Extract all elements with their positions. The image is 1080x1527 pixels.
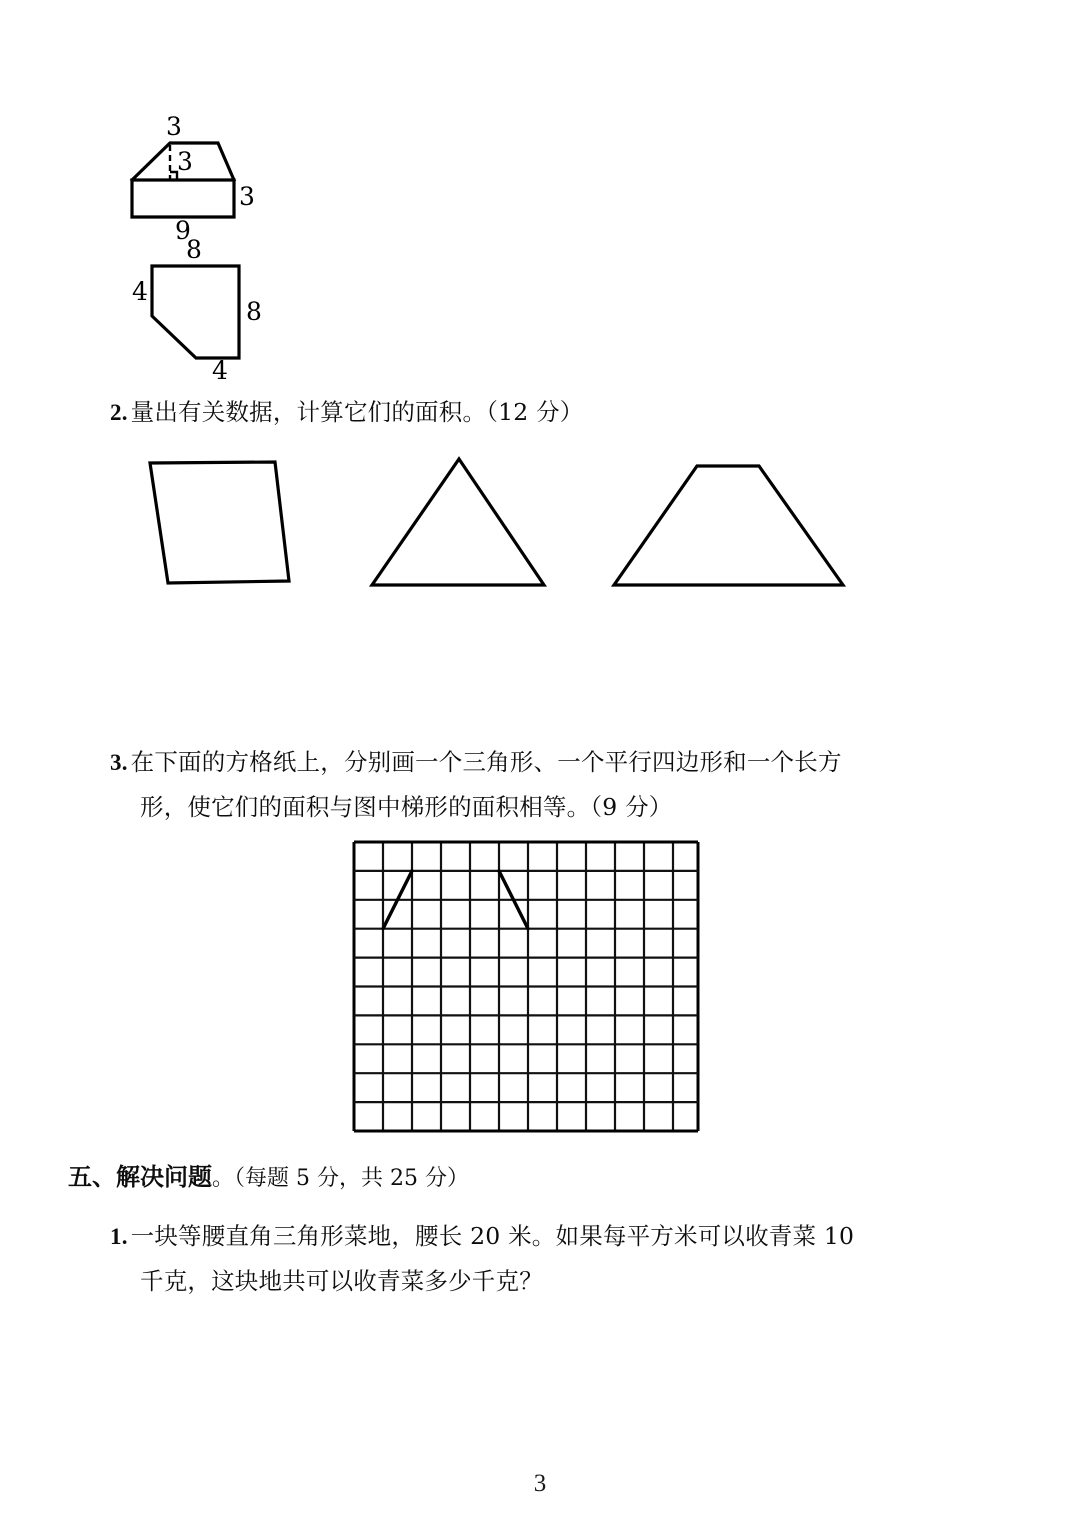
question-2-body: 量出有关数据，计算它们的面积。（12 分） [130, 398, 584, 426]
question-3-number: 3. [110, 750, 128, 775]
question-3-text-line1 [110, 740, 842, 785]
shape-trapezoid [614, 466, 843, 585]
cut-corner-square-figure [122, 235, 282, 385]
question-2-shapes [0, 440, 1080, 610]
question-2-text [110, 390, 583, 435]
question-2-number: 2. [110, 400, 128, 425]
pentagon-label-bottom: 9 [175, 216, 191, 245]
section-5-heading-bold: 五、解决问题 [68, 1163, 212, 1191]
section-5-question-1-body-line1: 一块等腰直角三角形菜地，腰长 20 米。如果每平方米可以收青菜 10 [130, 1222, 855, 1250]
section-5-heading-rest: 。（每题 5 分，共 25 分） [212, 1166, 469, 1191]
pentagon-label-height: 3 [177, 147, 193, 176]
pentagon-label-right: 3 [239, 182, 255, 211]
question-3-text-line2: 形，使它们的面积与图中梯形的面积相等。（9 分） [140, 793, 673, 821]
grid-paper[interactable] [352, 840, 700, 1133]
page-number: 3 [533, 1470, 547, 1497]
section-5-heading [68, 1158, 469, 1198]
section-5-question-1-number: 1. [110, 1224, 128, 1249]
cutsquare-label-left: 4 [132, 277, 148, 306]
shape-parallelogram [150, 462, 289, 583]
pentagon-label-top: 3 [166, 112, 182, 141]
section-5-question-1-line2: 千克，这块地共可以收青菜多少千克？ [140, 1267, 543, 1295]
cutsquare-label-top: 8 [186, 235, 202, 264]
section-5-question-1-line1 [110, 1214, 854, 1259]
cutsquare-label-bottom: 4 [212, 356, 228, 385]
pentagon-house-figure [118, 100, 288, 245]
shape-triangle [372, 459, 544, 585]
question-3-body-line1: 在下面的方格纸上，分别画一个三角形、一个平行四边形和一个长方 [130, 748, 842, 776]
cutsquare-label-right: 8 [246, 297, 262, 326]
